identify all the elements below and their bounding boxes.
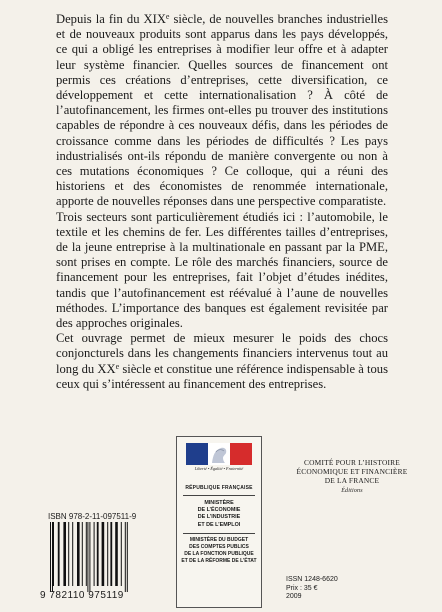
paragraph-3-rest: siècle et constitue une référence indispensable à tous ceux qui s’intéressent au financement des entreprises. (56, 361, 388, 391)
comite-line: COMITÉ POUR L’HISTOIRE (304, 458, 400, 467)
ministry-budget-label (177, 537, 261, 565)
devise-text: Liberté • Égalité • Fraternité (194, 466, 244, 471)
paragraph-1 (56, 12, 388, 210)
marianne-logo (182, 441, 256, 485)
barcode-digits: 9 782110 975119 (40, 590, 124, 601)
price-label: Prix : 35 € (286, 584, 318, 592)
paragraph-1-start: Depuis la fin du XIX (56, 12, 166, 26)
government-logo-block (176, 436, 262, 608)
issn-label: ISSN 1248-6620 (286, 576, 338, 583)
divider (183, 533, 255, 534)
barcode (40, 522, 168, 608)
paragraph-1-rest: siècle, de nouvelles branches industrielles et de nouveaux produits sont apparus dans les pays développés, ce qui a obligé les entreprises à modifier leur offre et à adapter leur système financier. Quelles sources de financement ont permis ces créations d’entreprises, cette diversification, ce développement et cette internationalisation ? À côté de l’autofinancement, les firmes ont-elles pu trouver des institutions capables de répondre à ces nouveaux défis, dans les périodes de croissance comme dans les périodes de difficultés ? Les pays industrialisés ont-ils répondu de manière convergente ou non à ces mutations économiques ? Ce colloque, qui a réuni des historiens et des économistes de renommée internationale, apporte de nouvelles réponses dans une perspective comparatiste. (56, 12, 388, 209)
ministry-economy-label (177, 500, 261, 529)
superscript-e: e (115, 361, 120, 371)
comite-line: ÉCONOMIQUE ET FINANCIÈRE (296, 467, 408, 476)
marianne-icon (186, 443, 252, 465)
ministry-line: DE L’ÉCONOMIE (197, 507, 241, 514)
back-cover-text (56, 12, 388, 392)
issn-price-block (286, 576, 338, 602)
isbn-label: ISBN 978-2-11-097511-9 (48, 512, 137, 521)
editions-label: Éditions (341, 488, 363, 494)
ministry-line: ET DE LA RÉFORME DE L’ÉTAT (181, 558, 257, 564)
paragraph-3-start: Cet ouvrage permet de mieux mesurer le poids des chocs conjoncturels dans les changements financiers intervenus tout au long du XX (56, 331, 388, 376)
paragraph-2: Trois secteurs sont particulièrement étudiés ici : l’automobile, le textile et les chemins de fer. Les différentes tailles d’entreprises, de la jeune entreprise à la multinationale en passant par la PME, sont prises en compte. Le rôle des marchés financiers, source de financement pour les entreprises, fait l’objet d’études inédites, tandis que l’autofinancement est réévalué à l’aune de nouvelles méthodes. L’importance des banques est également revisitée par des approches originales. (56, 209, 388, 331)
superscript-e: e (165, 12, 170, 21)
ministry-line: DES COMPTES PUBLICS (189, 544, 249, 550)
ministry-line: ET DE L’EMPLOI (197, 521, 241, 528)
paragraph-3 (56, 331, 388, 392)
year-label: 2009 (286, 593, 302, 601)
ministry-line: MINISTÈRE DU BUDGET (189, 537, 249, 543)
ministry-line: DE LA FONCTION PUBLIQUE (184, 551, 254, 557)
divider (183, 495, 255, 496)
barcode-icon (40, 522, 168, 592)
publisher-comite (276, 458, 428, 496)
comite-line: DE LA FRANCE (324, 476, 380, 485)
republique-francaise-label: RÉPUBLIQUE FRANÇAISE (185, 485, 253, 491)
ministry-line: MINISTÈRE (204, 500, 234, 506)
ministry-line: DE L’INDUSTRIE (197, 514, 241, 521)
